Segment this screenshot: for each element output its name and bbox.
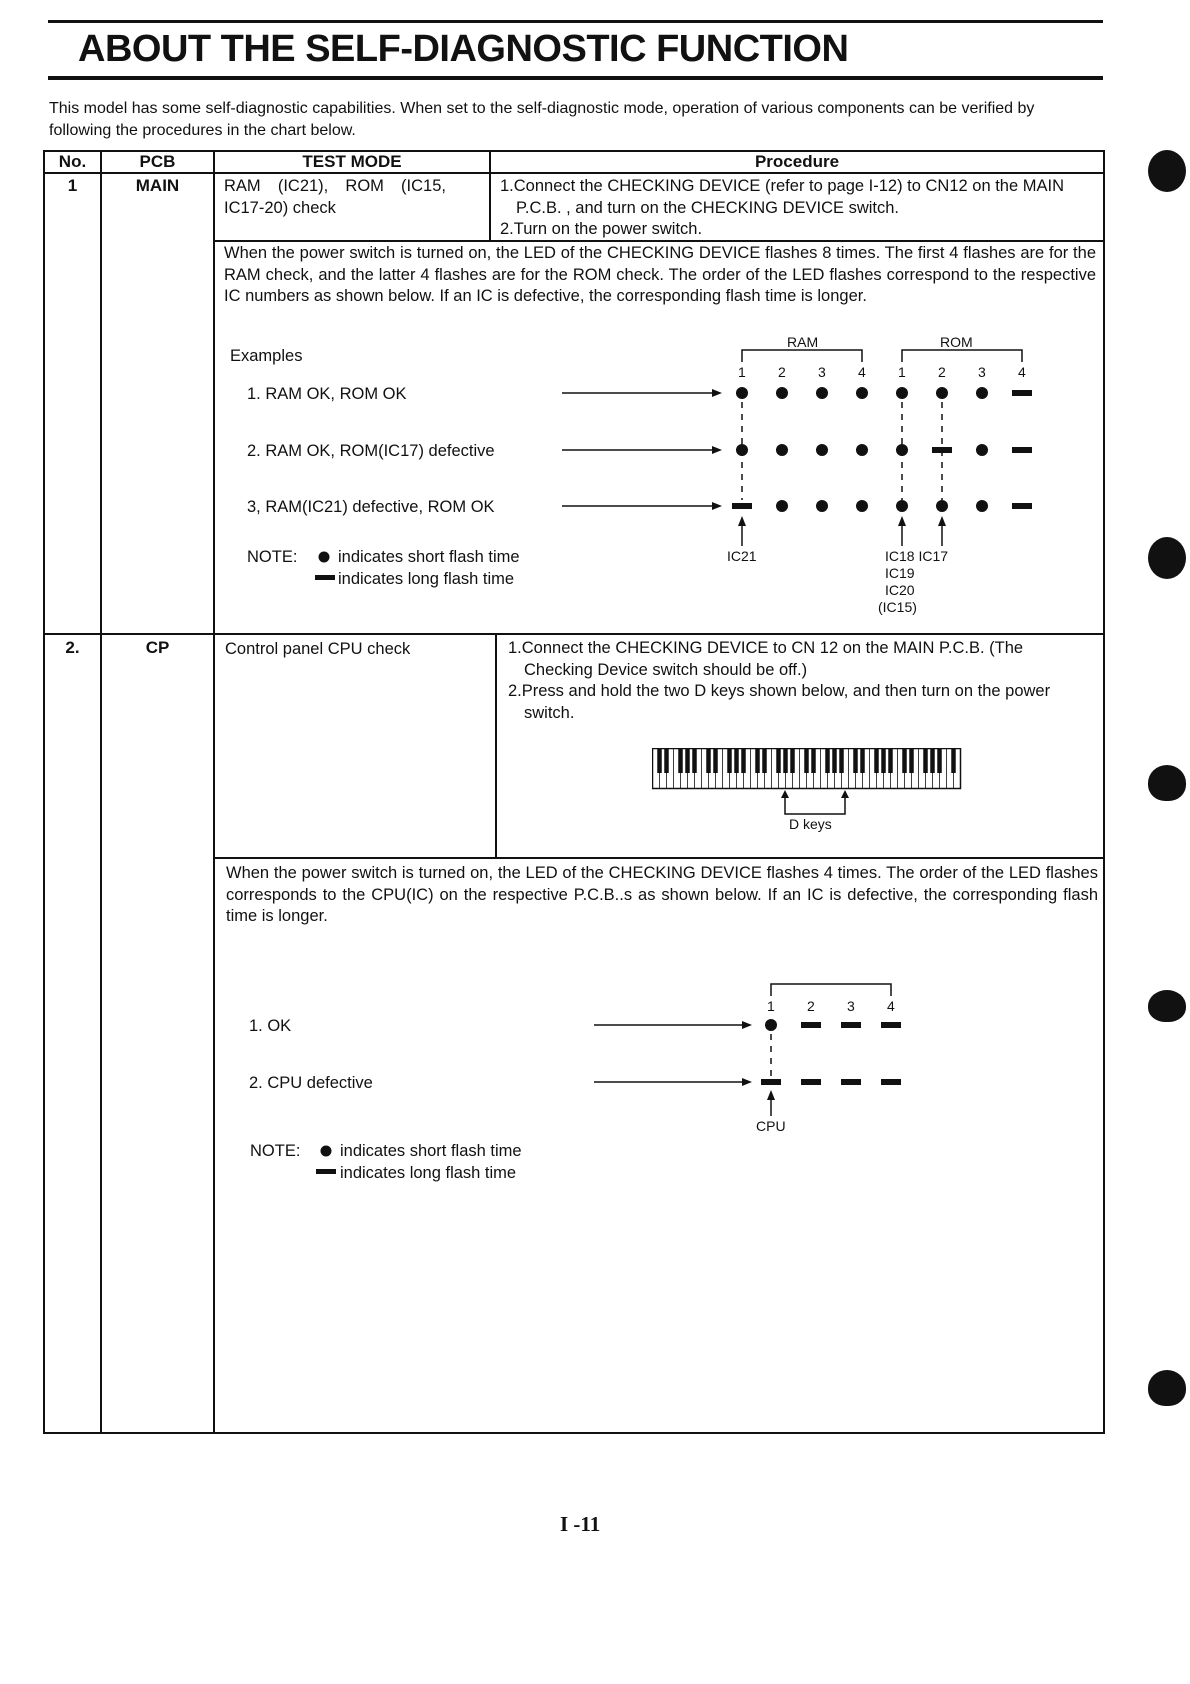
row2-description: When the power switch is turned on, the LED of the CHECKING DEVICE flashes 4 times. The order of the LED flashes corresponds to the CPU(IC) on the respective P.C.B..s as shown below. If an IC is defective, the corresponding flash time is longer. — [226, 864, 1098, 925]
page-number: I -11 — [560, 1512, 601, 1536]
row2-example-1-flash-2-long — [801, 1022, 821, 1028]
cpu-bracket — [771, 984, 891, 996]
row1-note-long: indicates long flash time — [338, 570, 515, 588]
row1-number-4: 4 — [858, 364, 866, 380]
row2-note-long: indicates long flash time — [340, 1164, 517, 1182]
ic20-label: IC20 — [885, 582, 915, 598]
row1-test-mode: RAM (IC21), ROM (IC15, IC17-20) check — [224, 177, 446, 217]
ic15-label: (IC15) — [878, 599, 917, 615]
row2-example-1-flash-1-short — [765, 1019, 777, 1031]
row1-number-7: 3 — [978, 364, 986, 380]
row2-pcb: CP — [145, 638, 170, 657]
row2-test-mode: Control panel CPU check — [225, 640, 411, 658]
binder-hole-1 — [1148, 150, 1186, 192]
header-procedure: Procedure — [754, 152, 840, 171]
row1-pcb: MAIN — [135, 176, 180, 195]
row1-example-2-label: 2. RAM OK, ROM(IC17) defective — [247, 442, 495, 460]
binder-hole-2 — [1148, 537, 1186, 579]
row1-example-3-label: 3, RAM(IC21) defective, ROM OK — [247, 498, 495, 516]
rom-group-label: ROM — [940, 334, 973, 350]
row1-no: 1 — [67, 176, 78, 195]
row1-number-2: 2 — [778, 364, 786, 380]
row1-procedure-step-2: 2.Turn on the power switch. — [500, 220, 703, 238]
intro-paragraph: This model has some self-diagnostic capabilities. When set to the self-diagnostic mode, operation of various components can be verified by following the procedures in the chart below. — [49, 100, 1035, 139]
row2-procedure-step-2: 2.Press and hold the two D keys shown below, and then turn on the power switch. — [508, 682, 1051, 722]
row2-note-prefix: NOTE: — [250, 1142, 301, 1160]
row2-example-2-flash-1-long — [761, 1079, 781, 1085]
row2-number-4: 4 — [887, 998, 895, 1014]
ram-group-label: RAM — [787, 334, 819, 350]
header-test-mode: TEST MODE — [302, 152, 402, 171]
row1-description: When the power switch is turned on, the LED of the CHECKING DEVICE flashes 8 times. The first 4 flashes are for the RAM check, and the latter 4 flashes are for the ROM check. The order of the LED flashes correspond to the respective IC numbers as shown below. If an IC is defective, the corresponding flash time is longer. — [224, 244, 1096, 305]
ic21-label: IC21 — [727, 548, 757, 564]
row2-number-2: 2 — [807, 998, 815, 1014]
row2-note-short: indicates short flash time — [340, 1142, 522, 1160]
header-pcb: PCB — [139, 152, 176, 171]
row1-number-1: 1 — [738, 364, 746, 380]
row1-example-1-label: 1. RAM OK, ROM OK — [247, 385, 407, 403]
row2-note-dot-icon — [320, 1145, 332, 1157]
row2-example-2-label: 2. CPU defective — [249, 1074, 373, 1092]
page-title: ABOUT THE SELF-DIAGNOSTIC FUNCTION — [78, 28, 849, 70]
row1-note-prefix: NOTE: — [247, 548, 298, 566]
row1-number-6: 2 — [938, 364, 946, 380]
row1-number-3: 3 — [818, 364, 826, 380]
row2-example-1-flash-3-long — [841, 1022, 861, 1028]
row2-note-dash-icon — [316, 1169, 336, 1175]
row1-number-5: 1 — [898, 364, 906, 380]
row2-example-1-label: 1. OK — [249, 1017, 292, 1035]
ok-arrowhead — [742, 1021, 752, 1029]
row2-no: 2. — [65, 638, 80, 657]
row1-number-8: 4 — [1018, 364, 1026, 380]
row2-example-2-flash-3-long — [841, 1079, 861, 1085]
d-keys-label: D keys — [789, 816, 832, 832]
row2-number-3: 3 — [847, 998, 855, 1014]
ic18-ic17-label: IC18 IC17 — [885, 548, 949, 564]
row1-note-short: indicates short flash time — [338, 548, 520, 566]
defective-arrowhead — [742, 1078, 752, 1086]
row1-examples-label: Examples — [230, 347, 303, 365]
binder-hole-5 — [1148, 1370, 1186, 1406]
row2-example-2-flash-4-long — [881, 1079, 901, 1085]
row2-example-1-flash-4-long — [881, 1022, 901, 1028]
row1-procedure-step-1: 1.Connect the CHECKING DEVICE (refer to page I-12) to CN12 on the MAIN P.C.B. , and turn on the CHECKING DEVICE switch. — [500, 177, 1064, 217]
cpu-label: CPU — [756, 1118, 786, 1134]
binder-hole-3 — [1148, 765, 1186, 801]
binder-hole-4 — [1148, 990, 1186, 1022]
ic19-label: IC19 — [885, 565, 915, 581]
row2-example-2-flash-2-long — [801, 1079, 821, 1085]
header-no: No. — [58, 152, 87, 171]
row2-number-1: 1 — [767, 998, 775, 1014]
pointer-cpu-head — [767, 1090, 775, 1100]
row2-procedure-step-1: 1.Connect the CHECKING DEVICE to CN 12 on the MAIN P.C.B. (The Checking Device switch should be off.) — [508, 639, 1024, 679]
